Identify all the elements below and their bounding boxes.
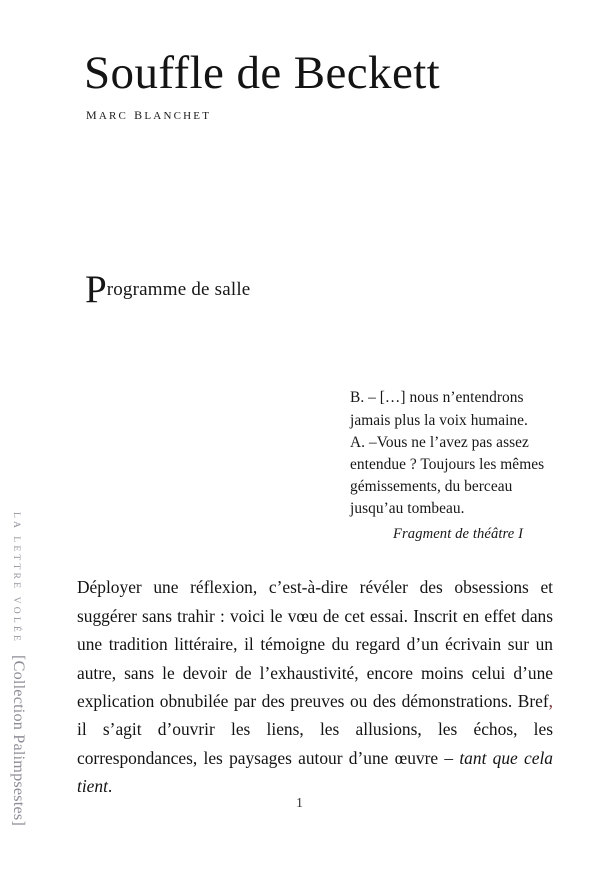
page-title: Souffle de Beckett: [84, 47, 441, 100]
body-text-part-one: Déployer une réflexion, c’est-à-dire révéler des obsessions et suggérer sans trahir : voici le vœu de cet essai. Inscrit en effet dans une tradition littéraire, il témoigne du regard d’un écrivain sur un autre, sans le devoir de l’exhaustivité, encore moins celui d’une explication obnubilée par des preuves ou des démonstrations. Bref: [77, 577, 553, 712]
body-red-comma: ,: [548, 691, 553, 712]
body-italic-phrase: tant que cela tient: [77, 747, 553, 797]
author-byline: [86, 103, 211, 124]
author-initial-m: m: [86, 103, 99, 123]
epigraph-block: [350, 387, 595, 544]
author-name-arc: arc: [98, 106, 135, 123]
publisher-imprint-label: LA LETTRE VOLÉE: [11, 512, 22, 645]
body-paragraph: [77, 573, 553, 800]
epigraph-line: A. –Vous ne l’avez pas assez: [350, 433, 529, 451]
section-heading-rest: rogramme de salle: [106, 279, 251, 300]
epigraph-line: B. – […] nous n’entendrons: [350, 389, 524, 407]
spine-rotated-text: [9, 512, 28, 826]
epigraph-line: gémissements, du berceau: [350, 478, 513, 496]
body-text-part-two: il s’agit d’ouvrir les liens, les allusions, les échos, les correspondances, les paysages autour d’une œuvre –: [77, 719, 553, 768]
author-initial-b: b: [134, 103, 145, 123]
dropcap-letter: P: [85, 268, 107, 311]
epigraph-line: jamais plus la voix humaine.: [350, 411, 528, 429]
section-heading: [85, 268, 251, 311]
spine-imprint-block: [0, 512, 42, 862]
epigraph-line: jusqu’au tombeau.: [350, 500, 465, 518]
collection-label: [Collection Palimpsestes]: [10, 655, 28, 826]
epigraph-source: Fragment de théâtre I: [393, 525, 524, 542]
epigraph-line: entendue ? Toujours les mêmes: [350, 456, 545, 473]
author-name-lanchet: lanchet: [144, 106, 212, 123]
page-number: 1: [296, 795, 304, 810]
body-text-part-three: .: [107, 776, 113, 797]
